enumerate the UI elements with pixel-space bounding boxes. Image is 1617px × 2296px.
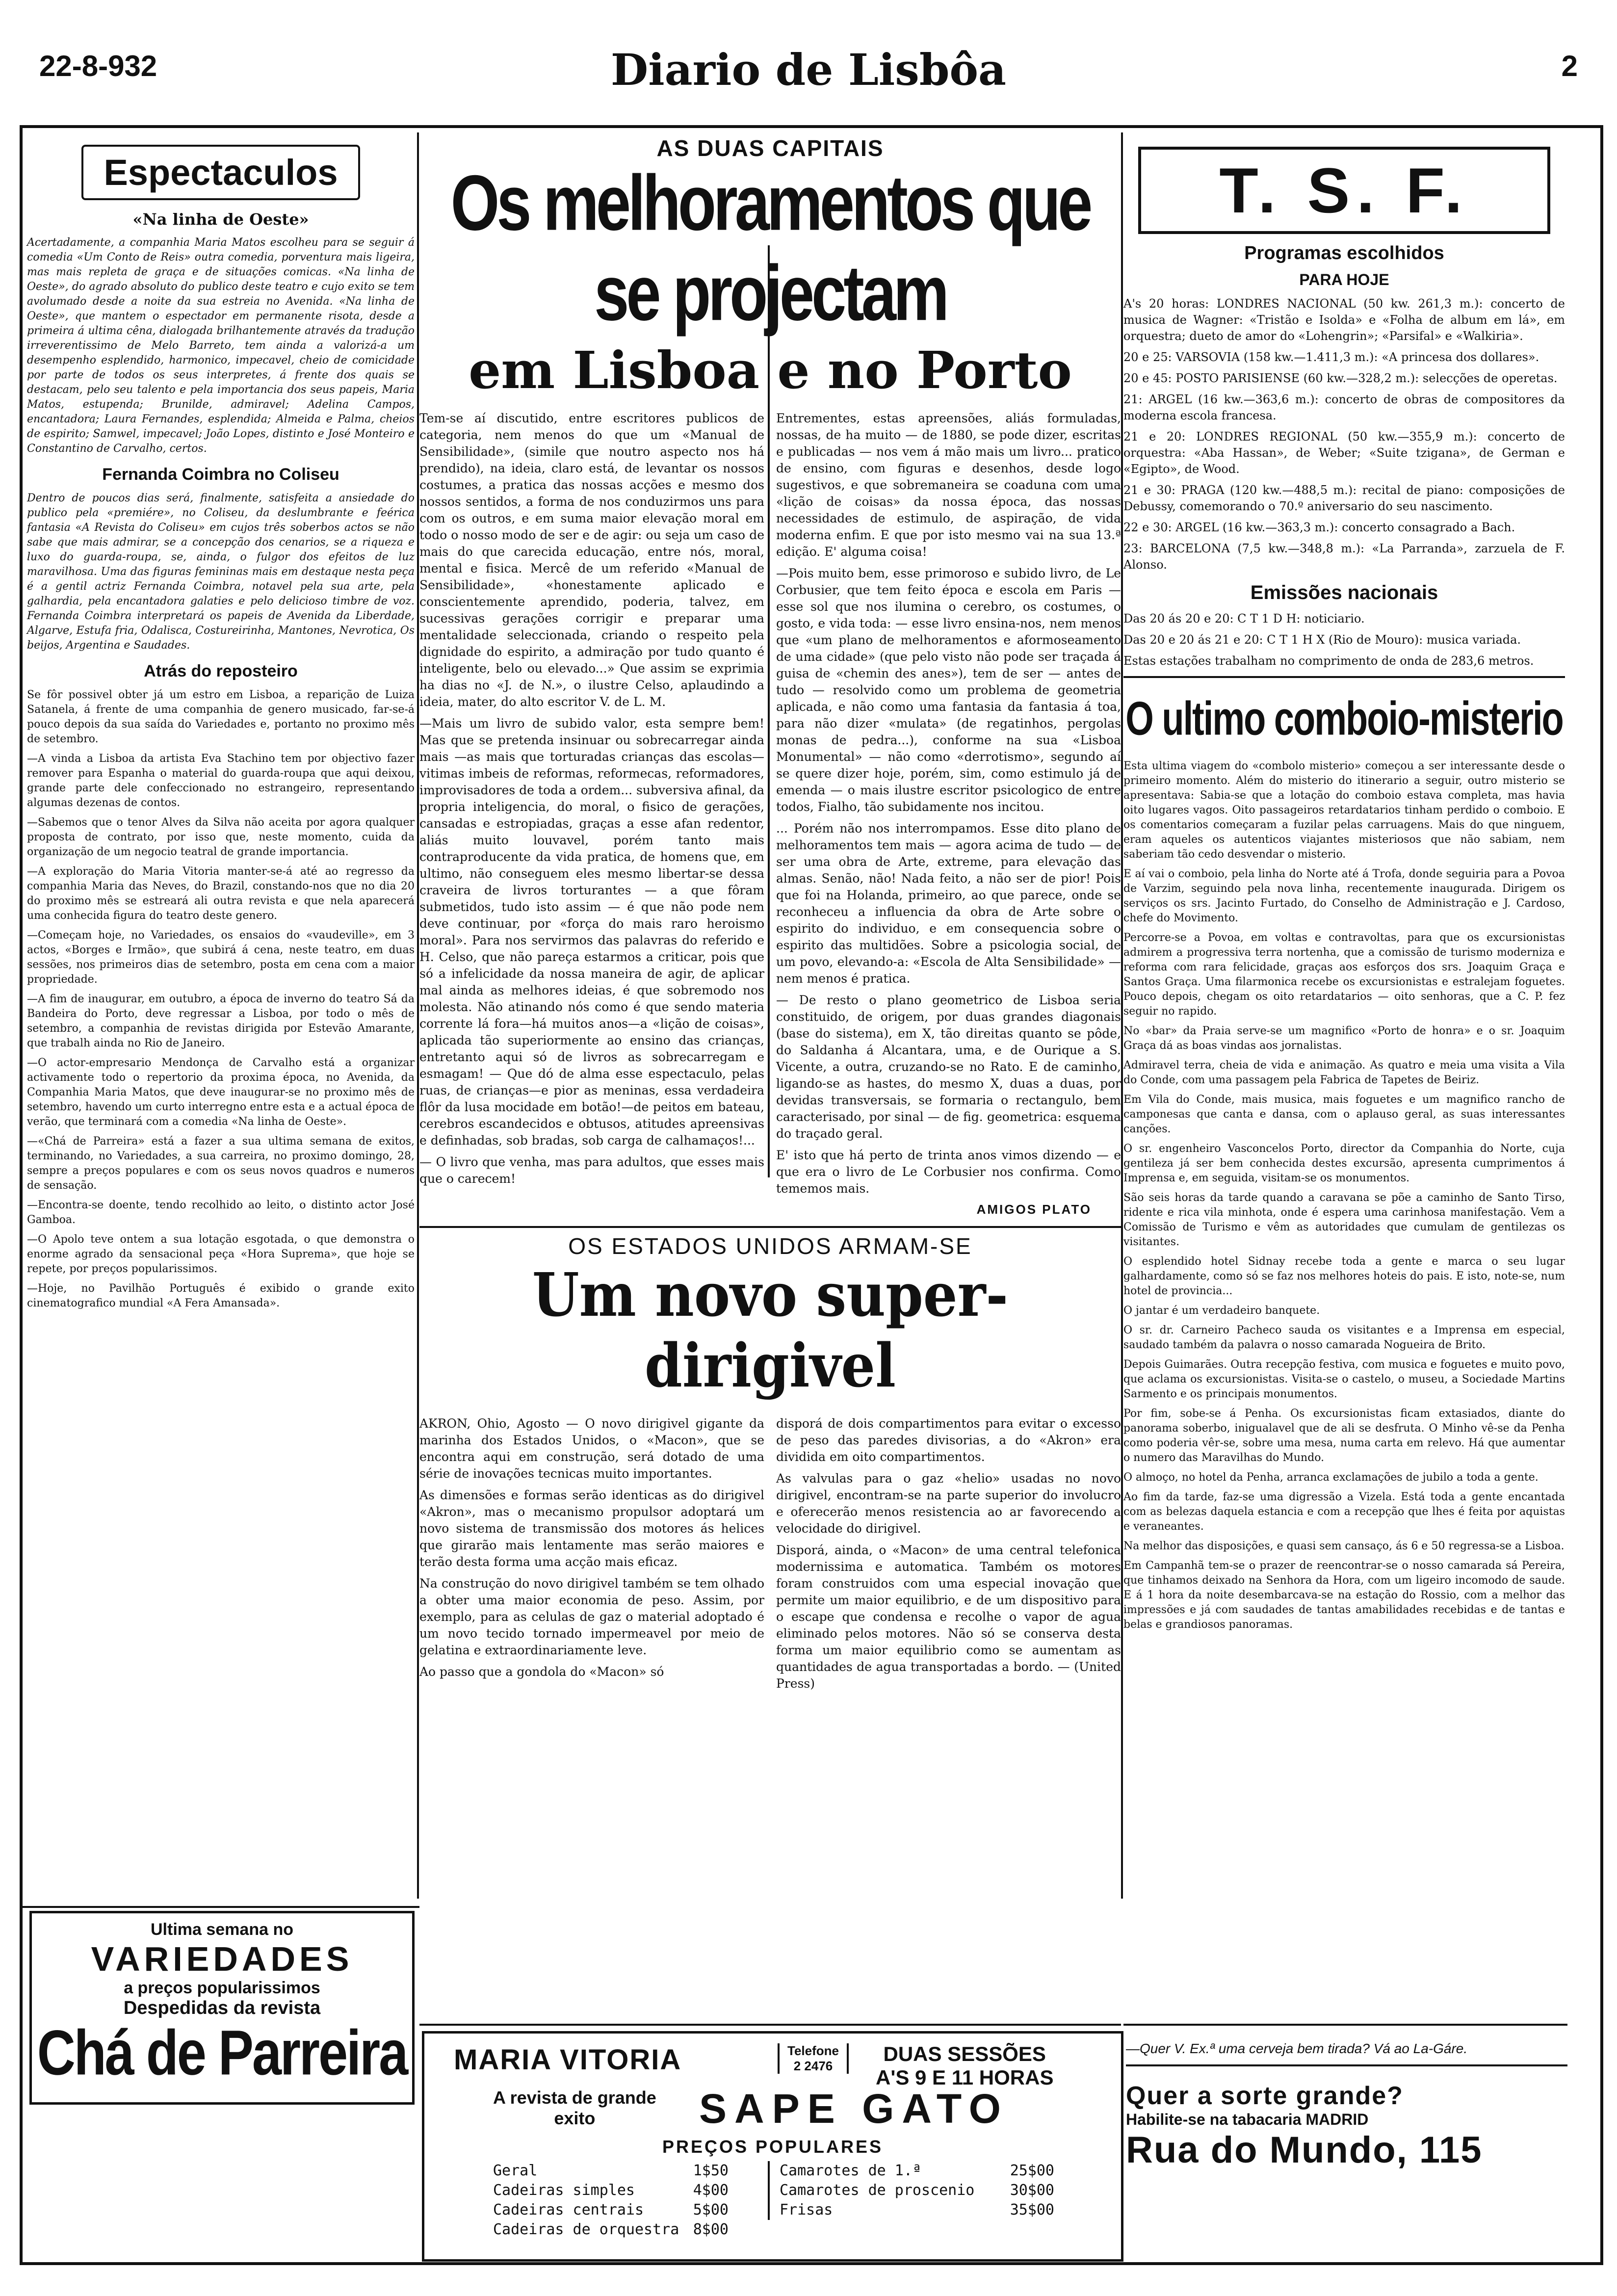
radio-programme-list (1123, 296, 1565, 573)
article-body (419, 1415, 1121, 1697)
article-text: Percorre-se a Povoa, em voltas e contravoltas, para que os excursionistas admirem a progressiva terra nortenha, que a comissão de turismo moderniza e reforma com rara felicidade, graças aos esforços dos srs. Joaquim Graça e Santos Graça. Uma filarmonica recebe os excursionistas e estralejam foguetes. Pouco depois, chegam os oito retardatarios — oito senhoras, que a C. P. fez seguir no rapido. (1123, 932, 1565, 1018)
price-value: 1$50 (693, 2162, 729, 2179)
beer-advertisement: —Quer V. Ex.ª uma cerveja bem tirada? Vá ao La-Gáre. (1126, 2041, 1468, 2056)
price-row (493, 2161, 729, 2181)
article-text: No «bar» da Praia serve-se um magnifico «Porto de honra» e o sr. Joaquim Graça dá as boas vindas aos jornalistas. (1123, 1025, 1565, 1052)
section-heading: PARA HOJE (1299, 271, 1389, 288)
ad-show-title: Chá de Parreira (37, 2016, 407, 2088)
article-text: —Começam hoje, no Variedades, os ensaios do «vaudeville», em 3 actos, «Borges e Irmão», que subirá á cena, neste teatro, em duas sessões, nos primeiros dias de setembro, posta em cena com a maior propriedade. (27, 929, 415, 986)
article-text: O esplendido hotel Sidnay recebe toda a gente e marca o seu lugar galhardamente, como só se faz nos melhores hoteis do pais. E isto, note-se, num hotel de provincia... (1123, 1255, 1565, 1297)
price-label: Cadeiras centrais (493, 2201, 644, 2218)
article-text: Entrementes, estas apreensões, aliás formuladas, nossas, de ha muito — de 1880, se pode dizer, escritas e publicadas — nos vem á mão mais um livro... pratico de ensino, com figuras e desenhos, desde logo sugestivos, e que sobremaneira se coaduna com uma «lição de coisas» da nossa época, das nossas necessidades de estimulo, de aspiração, de vida moderna enfim. E que por isto mesmo vai na sua 13.ª edição. E' alguma coisa! (776, 411, 1121, 559)
maria-vitoria-advertisement (422, 2031, 1123, 2262)
article-text: Ao passo que a gondola do «Macon» só (419, 1665, 664, 1679)
divider (419, 1226, 1121, 1228)
article-kicker: OS ESTADOS UNIDOS ARMAM-SE (568, 1233, 972, 1259)
price-list (493, 2161, 729, 2240)
article-text: Admiravel terra, cheia de vida e animação. As quatro e meia uma visita a Vila do Conde, com uma passagem pela Fabrica de Tapetes de Beiriz. (1123, 1059, 1565, 1086)
article-text: —O Apolo teve ontem a sua lotação esgotada, o que demonstra o enorme agrado da sensacional peça «Hora Suprema», que hoje se repete, por preços popularissimos. (27, 1233, 415, 1275)
article-text: E aí vai o comboio, pela linha do Norte até á Trofa, donde seguiria para a Povoa de Varzim, seguindo pela nova linha, recentemente inaugurada. Dirigem os serviços os srs. Jacinto Furtado, do Conselho de Administração e J. Cardoso, chefe do Movimento. (1123, 868, 1565, 924)
article-text: Na melhor das disposições, e quasi sem cansaço, ás 6 e 50 regressa-se a Lisboa. (1123, 1540, 1565, 1552)
price-label: Geral (493, 2162, 538, 2179)
lottery-ad-address: Rua do Mundo, 115 (1126, 2129, 1483, 2171)
middle-column (419, 135, 1121, 1697)
article-text: — De resto o plano geometrico de Lisboa seria constituido, de origem, por duas grandes diagonais (base do sistema), em X, tão direitas quanto se pôde, do Saldanha á Alcantara, uma, e de Ourique a S. Vicente, a outra, cruzando-se no Rato. E de caminho, ligando-se as hastes, do mesmo X, duas a duas, por devidas transversais, se formaria o rectangulo, bem caracterisado, por sinal — de fig. geometrica: esquema do traçado geral. (776, 993, 1121, 1141)
national-broadcast-list (1123, 611, 1565, 669)
article-text: As dimensões e formas serão identicas as do dirigivel «Akron», mas o mecanismo propulsor adoptará um novo sistema de transmissão dos motores ás helices que girarão mais lentamente mas serão maiores e terão desta forma uma acção mais eficaz. (419, 1488, 764, 1569)
left-column (27, 135, 415, 1911)
right-column (1123, 135, 1565, 1637)
theatre-name: MARIA VITORIA (454, 2044, 682, 2076)
article-text: Acertadamente, a companhia Maria Matos escolheu para se seguir á comedia «Um Conto de Reis» outra comedia, porventura mais ligeira, mas mais repleta de graça e de situações comicas. «Na linha de Oeste», do agrado absoluto do publico deste teatro e cujo exito se tem avolumado desde a noite da sua estreia no Avenida. «Na linha de Oeste», que mantem o espectador em permanente risota, desde a primeira á ultima cêna, dialogada brilhantemente através da tradução irreverentissimo de Melo Barreto, tem ainda a valorizá-a um desempenho esplendido, harmonico, impecavel, cheio de comicidade por parte de todos os seus interpretes, á frente dos quais se destacam, pelo seu talento e pela importancia dos seus papeis, Maria Matos, estupenda; Brunilde, admiravel; Adelina Campos, encantadora; Laura Fernandes, esplendida; Almeida e Palma, cheios de espirito; Samwel, impecavel; João Lopes, distinto e José Monteiro e Constantino de Carvalho, certos. (27, 236, 415, 455)
page-number: 2 (1561, 50, 1578, 82)
price-value: 4$00 (693, 2182, 729, 2199)
article-text: —O actor-empresario Mendonça de Carvalho está a organizar activamente todo o repertorio da proxima época, no Avenida, da Companhia Maria Matos, que deve inaugurar-se no proximo mês de setembro, havendo um curto interregno entre esta e a actual época de verão, que terminará com a comedia «Na linha de Oeste». (27, 1057, 415, 1128)
article-text: —Pois muito bem, esse primoroso e subido livro, de Le Corbusier, que tem feito época e escola em Paris — esse sol que nos ilumina o cerebro, os costumes, o gosto, e vida toda: — esse livro ensina-nos, nem menos que «um plano de melhoramentos e aformoseamento de uma cidade» (que pelo visto não pode ser traçada á guisa de «chemin des anes»), tem de ser — antes de tudo — resolvido como um problema de geometria aplicada, e não como uma fantasia da fantasia á toa, para não dizer «mulata» (de regatinhos, pergolas monas de pedra...), conforme na sua «Lisboa Monumental» — não como «derrotismo», segundo aí se quere dizer hoje, porém, sim, como estimulo já de emenda — o mais ilustre escritor psicologico de entre todos, Fialho, tão subidamente nos incitou. (776, 566, 1121, 814)
radio-programme-item: 23: BARCELONA (7,5 kw.—348,8 m.): «La Parranda», zarzuela de F. Alonso. (1123, 542, 1565, 572)
article-text: Em Campanhã tem-se o prazer de reencontrar-se o nosso camarada sá Pereira, que tinhamos deixado na Senhora da Hora, com um ligeiro incomodo de saude. E á 1 hora da noite desembarcava-se na estação do Rossio, com a melhor das impressões e já com saudades de tantas amabilidades recebidas e de tantas e belas e grandiosos panoramas. (1123, 1560, 1565, 1631)
divider (419, 2024, 1121, 2026)
column-divider (417, 132, 419, 1899)
revista-line: A revista de grande (493, 2087, 656, 2108)
divider (20, 1906, 419, 1908)
article-headline: em Lisboa e no Porto (469, 340, 1072, 400)
article-text: —A exploração do Maria Vitoria manter-se-á até ao regresso da companhia Maria das Neves, do Brazil, constando-nos que no dia 20 do proximo mês se estreará ali outra revista e que nela aparecerá uma conhecida figura do teatro deste genero. (27, 865, 415, 922)
article-kicker: AS DUAS CAPITAIS (656, 135, 884, 161)
price-label: Camarotes de 1.ª (780, 2162, 921, 2179)
price-row (780, 2200, 1054, 2220)
price-value: 5$00 (693, 2201, 729, 2218)
espectaculos-title-box: Espectaculos (81, 145, 360, 200)
broadcast-item: Das 20 ás 20 e 20: C T 1 D H: noticiario. (1123, 612, 1365, 626)
article-text: —Sabemos que o tenor Alves da Silva não aceita por agora qualquer proposta de contrato, por isso que, neste momento, cuida da organização de um negocio teatral de grande importancia. (27, 816, 415, 858)
article-text: E' isto que há perto de trinta anos vimos dizendo — e que era o livro de Le Corbusier nos confirma. Como tememos mais. (776, 1148, 1121, 1196)
article-text: — O livro que venha, mas para adultos, que esses mais que o carecem! (419, 1155, 764, 1186)
price-row (780, 2181, 1054, 2200)
masthead (29, 39, 1588, 108)
variedades-advertisement (29, 1911, 415, 2105)
broadcast-item: Das 20 e 20 ás 21 e 20: C T 1 H X (Rio de Mouro): musica variada. (1123, 633, 1521, 647)
divider (1123, 676, 1565, 678)
tsf-title-box: T. S. F. (1138, 147, 1550, 234)
article-text: AKRON, Ohio, Agosto — O novo dirigivel gigante da marinha dos Estados Unidos, o «Macon», que se encontra aqui em construção, será dotado de uma série de inovações tecnicas muito importantes. (419, 1416, 764, 1481)
price-value: 30$00 (1010, 2182, 1054, 2199)
article-text: —Mais um livro de subido valor, esta sempre bem! Mas que se pretenda insinuar ou sobrecarregar ainda mais —as mais que torturadas crianças das escolas—vitimas imbeis de reformas, reformecas, reformadores, improvisadores de toda a ordem... subversiva afinal, da propria inteligencia, do moral, o fisico de gerações, cansadas e estropiadas, graças a esse afan redentor, aliás muito louvavel, porém tanto mais contraproducente da vida pratica, de homens que, em ultimo, não conseguem eles mesmo libertar-se dessa craveira de livros torturantes — a que fôram submetidos, tudo isto assim — é que não pode nem deve continuar, por «força do mais raro heroismo moral». Para nos servirmos das palavras do referido e H. Celso, que não pareça estarmos a criticar, pois que só a infelicidade da nossa maneira de agir, de aplicar mal ainda as melhores ideias, é que sobremodo nos molesta. Não atinando nós como é que sendo materia corrente lá fora—há muitos anos—a «lição de coisas», aplicada tão superiormente ao ensino das crianças, entretanto aqui só de livros as sobrecarregam e esmagam! — Que dó de alma esse espectaculo, pelas ruas, de crianças—e pior as meninas, essa verdadeira flôr da lusa mocidade em botão!—de peitos em bateau, cerebros escandecidos e obtusos, atitudes apreensivas e definhadas, sob bradas, sob carga de calhamaços!... (419, 716, 764, 1148)
sessions-times: A'S 9 E 11 HORAS (876, 2066, 1054, 2089)
price-label: Cadeiras simples (493, 2182, 635, 2199)
phone-label: Telefone (787, 2043, 839, 2058)
price-row (493, 2200, 729, 2220)
article-text: Ao fim da tarde, faz-se uma digressão a Vizela. Está toda a gente encantada com as belezas daquela estancia e com a recepção que lhes é feita por aquistas e veraneantes. (1123, 1491, 1565, 1533)
article-headline: Os melhoramentos que se projectam (450, 159, 1090, 338)
article-headline: Um novo super-dirigivel (532, 1259, 1009, 1401)
article-signature: AMIGOS PLATO (976, 1202, 1092, 1217)
article-text: O almoço, no hotel da Penha, arranca exclamações de jubilo a toda a gente. (1123, 1471, 1539, 1484)
article-text: São seis horas da tarde quando a caravana se põe a caminho de Santo Tirso, ridente e rica vila minhota, onde é espera uma carinhosa manifestação. Vem a Comissão de Turismo e vêm as autoridades que cumulam de gentilezas os visitantes. (1123, 1192, 1565, 1248)
article-text: Disporá, ainda, o «Macon» de uma central telefonica modernissima e automatica. Também os motores foram construidos com uma especial inovação que permite um maior equilibrio, e de um dispositivo para o escape que condensa e recolhe o vapor de agua eliminado pelos motores. Não só se conserva desta forma um maior equilibrio como se aumentam as quantidades de agua transportadas a bordo. — (United Press) (776, 1543, 1121, 1691)
article-text: —A fim de inaugurar, em outubro, a época de inverno do teatro Sá da Bandeira do Porto, deve regressar a Lisboa, por todo o mês de setembro, a companhia de revistas dirigida por Estevão Amarante, que trabalh ainda no Rio de Janeiro. (27, 993, 415, 1049)
issue-date: 22-8-932 (39, 50, 157, 82)
section-heading: Atrás do reposteiro (144, 662, 298, 680)
article-text: —A vinda a Lisboa da artista Eva Stachino tem por objectivo fazer remover para Espanha o material do guarda-roupa que aqui deixou, grande parte dele confeccionado no estrangeiro, representando algumas dezenas de contos. (27, 753, 415, 809)
section-heading: Emissões nacionais (1250, 582, 1438, 603)
revista-caption (493, 2087, 656, 2129)
price-row (493, 2220, 729, 2240)
ad-line: Despedidas da revista (123, 1998, 321, 2018)
ad-line: VARIEDADES (91, 1940, 353, 1978)
price-label: Frisas (780, 2201, 833, 2218)
article-text: Se fôr possivel obter já um estro em Lisboa, a reparição de Luiza Satanela, á frente de uma companhia de genero musicado, far-se-á pouco depois da sua saída do Variedades e, portanto no proximo mês de setembro. (27, 689, 415, 745)
right-advertisements (1126, 2031, 1567, 2257)
price-row (493, 2181, 729, 2200)
article-text: Tem-se aí discutido, entre escritores publicos de categoria, nem menos do que um «Manual de Sensibilidade», (simile que noutro aspecto nos há prendido), na ideia, claro está, de levantar os nossos costumes, a pratica das nossas acções e mesmo dos nossos sentidos, a forma de nos conduzirmos uns para com os outros, e em suma maior elevação moral em todo o nosso modo de ser e de agir: ou seja um caso de mais do que carecida educação, entre nós, moral, mental e fisica. Mercê de um referido «Manual de Sensibilidade», «honestamente aplicado e conscientemente aprendido, poderia, talvez, em sucessivas gerações corrigir e preparar uma mentalidade seleccionada, criando o respeito pela dignidade do espirito, a admiração por tudo quanto é inteligente, belo ou elevado...» Que assim se exprimia ha dias no «J. de N.», o ilustre Celso, aplaudindo a ideia, mater, do alto escritor V. de L. M. (419, 411, 764, 709)
section-heading: «Na linha de Oeste» (132, 210, 309, 229)
divider (1126, 2064, 1567, 2066)
article-text: disporá de dois compartimentos para evitar o excesso de peso das paredes divisorias, a do «Akron» era dividida em oito compartimentos. (776, 1416, 1121, 1464)
ad-line: Ultima semana no (151, 1920, 293, 1939)
article-headline: O ultimo comboio-misterio (1125, 692, 1563, 745)
radio-programme-item: 20 e 45: POSTO PARISIENSE (60 kw.—328,2 m.): selecções de operetas. (1123, 371, 1558, 385)
article-text: —«Chá de Parreira» está a fazer a sua ultima semana de exitos, terminando, no Variedades, a sua carreira, no proximo domingo, 28, sempre a preços populares e com os seus novos quadros e numeros de sensação. (27, 1135, 415, 1192)
article-text: O sr. engenheiro Vasconcelos Porto, director da Companhia do Norte, cuja gentileza já ser bem conhecida destes excursão, apresenta cumprimentos á Imprensa e, em seguida, visitam-se os monumentos. (1123, 1143, 1565, 1184)
price-list (768, 2161, 1054, 2220)
sessions-label: DUAS SESSÕES (883, 2042, 1046, 2065)
article-text: Dentro de poucos dias será, finalmente, satisfeita a ansiedade do publico pela «premiére», no Coliseu, da deslumbrante e feérica fantasia «A Revista do Coliseu» em cujos três soberbos actos se não sabe que mais admirar, se a concepção dos cenarios, se a riqueza e luxo do guarda-roupa, se, ainda, o fulgor dos efeitos de luz maravilhosa. Uma das figuras femininas mais em destaque nesta peça é a gentil actriz Fernanda Coimbra, notavel pela sua arte, pela galhardia, pela encantadora galaties e pelo delicioso timbre de voz. Fernanda Coimbra interpretará os papeis de Avenida da Liberdade, Algarve, Estufa fria, Odalisca, Costureirinha, Mantones, Nevrotica, Os beijos, Argentina e Saudades. (27, 492, 415, 652)
radio-programme-item: 22 e 30: ARGEL (16 kw.—363,3 m.): concerto consagrado a Bach. (1123, 521, 1515, 534)
lottery-ad-line: Quer a sorte grande? (1126, 2082, 1404, 2110)
article-text: —Encontra-se doente, tendo recolhido ao leito, o distinto actor José Gamboa. (27, 1199, 415, 1226)
article-text: O jantar é um verdadeiro banquete. (1123, 1305, 1320, 1317)
article-text: ... Porém não nos interrompamos. Esse dito plano de melhoramentos tem mais — agora acima de tudo — de ser uma obra de Arte, extreme, para elevação das almas. Senão, não! Nada feito, a não ser de pior! Pois que foi na Holanda, primeiro, ao que parece, onde se reconheceu a influencia da obra de Arte sobre o espirito do individuo, e em consequencia sobre o espirito das multidões. Sobre a psicologia social, de um povo, elevando-a: «Escola de Alta Sensibilidade» — nem menos é pratica. (776, 821, 1121, 986)
article-text: Esta ultima viagem do «combolo misterio» começou a ser interessante desde o primeiro momento. Além do misterio do itinerario a seguir, outro misterio se apresentava: Sabia-se que a lotação do comboio estava completa, mas havia oito lugares vagos. Oito passageiros retardatarios tinham perdido o comboio. E os comentarios começaram a fuzilar pelas carruagens. Mais do que ninguem, eram aqueles os autenticos viajantes misteriosos que não sabiam, nem saberiam tão cedo desvendar o misterio. (1123, 760, 1565, 861)
prices-heading: PREÇOS POPULARES (662, 2137, 884, 2157)
newspaper-title: Diario de Lisbôa (610, 44, 1007, 95)
sessions (876, 2042, 1053, 2089)
article-text: —Hoje, no Pavilhão Português é exibido o grande exito cinematografico mundial «A Fera Amansada». (27, 1282, 415, 1309)
column-divider (1121, 132, 1123, 1899)
price-value: 25$00 (1010, 2162, 1054, 2179)
revista-line: exito (554, 2108, 596, 2128)
radio-programme-item: A's 20 horas: LONDRES NACIONAL (50 kw. 261,3 m.): concerto de musica de Wagner: «Tristão e Isolda» e «Folha de album em lá», em orquestra; dueto de amor do «Lohengrin»; «Parsifal» e «Walkiria». (1123, 297, 1565, 343)
show-title: SAPE GATO (699, 2086, 1009, 2132)
article-text: O sr. dr. Carneiro Pacheco sauda os visitantes e a Imprensa em especial, saudado também da palavra o nosso camarada Nogueira de Brito. (1123, 1324, 1565, 1351)
lottery-ad-line: Habilite-se na tabacaria MADRID (1126, 2111, 1369, 2128)
article-text: Na construção do novo dirigivel também se tem olhado a obter uma maior economia de peso. Assim, por exemplo, para as celulas de gaz o material adoptado é um novo tecido tornado impermeavel por meio de gelatina e extraordinariamente leve. (419, 1576, 764, 1657)
price-label: Cadeiras de orquestra (493, 2221, 679, 2238)
article-text: Em Vila do Conde, mais musica, mais foguetes e um magnifico rancho de camponesas que canta e dansa, com o aplauso geral, as suas interessantes canções. (1123, 1094, 1565, 1135)
ad-line: a preços popularissimos (124, 1979, 320, 1997)
radio-programme-item: 21: ARGEL (16 kw.—363,6 m.): concerto de obras de compositores da moderna escola francesa. (1123, 392, 1565, 422)
divider (1123, 2024, 1567, 2026)
radio-programme-item: 21 e 20: LONDRES REGIONAL (50 kw.—355,9 m.): concerto de orquestra: «Aba Hassan», de Weber; «Suite tzigana», de German e «Egipto», de Wood. (1123, 430, 1565, 476)
phone-number: 2 2476 (793, 2059, 833, 2073)
radio-programme-item: 21 e 30: PRAGA (120 kw.—488,5 m.): recital de piano: composições de Debussy, comemorando o 70.º aniversario do seu nascimento. (1123, 483, 1565, 513)
price-label: Camarotes de proscenio (780, 2182, 975, 2199)
price-row (780, 2161, 1054, 2181)
section-heading: Fernanda Coimbra no Coliseu (102, 465, 339, 484)
broadcast-item: Estas estações trabalham no comprimento de onda de 283,6 metros. (1123, 654, 1534, 668)
section-heading: Programas escolhidos (1244, 243, 1444, 263)
price-value: 8$00 (693, 2221, 729, 2238)
price-value: 35$00 (1010, 2201, 1054, 2218)
article-text: As valvulas para o gaz «helio» usadas no novo dirigivel, encontram-se na parte superior do involucro e oferecerão menos resistencia ao ar favorecendo a velocidade do dirigivel. (776, 1471, 1121, 1536)
article-body (419, 410, 1121, 1217)
radio-programme-item: 20 e 25: VARSOVIA (158 kw.—1.411,3 m.): «A princesa dos dollares». (1123, 350, 1539, 364)
article-text: Depois Guimarães. Outra recepção festiva, com musica e foguetes e muito povo, que aclama os excursionistas. Visita-se o castelo, o museu, a Sociedade Martins Sarmento e os principais monumentos. (1123, 1358, 1565, 1400)
article-text: Por fim, sobe-se á Penha. Os excursionistas ficam extasiados, diante do panorama soberbo, inigualavel que de ali se desfruta. O Minho vê-se da Penha como poderia vêr-se, sobre uma mesa, numa carta em relevo. Há que aumentar o numero das Maravilhas do Mundo. (1123, 1408, 1565, 1464)
theatre-phone (778, 2043, 849, 2074)
